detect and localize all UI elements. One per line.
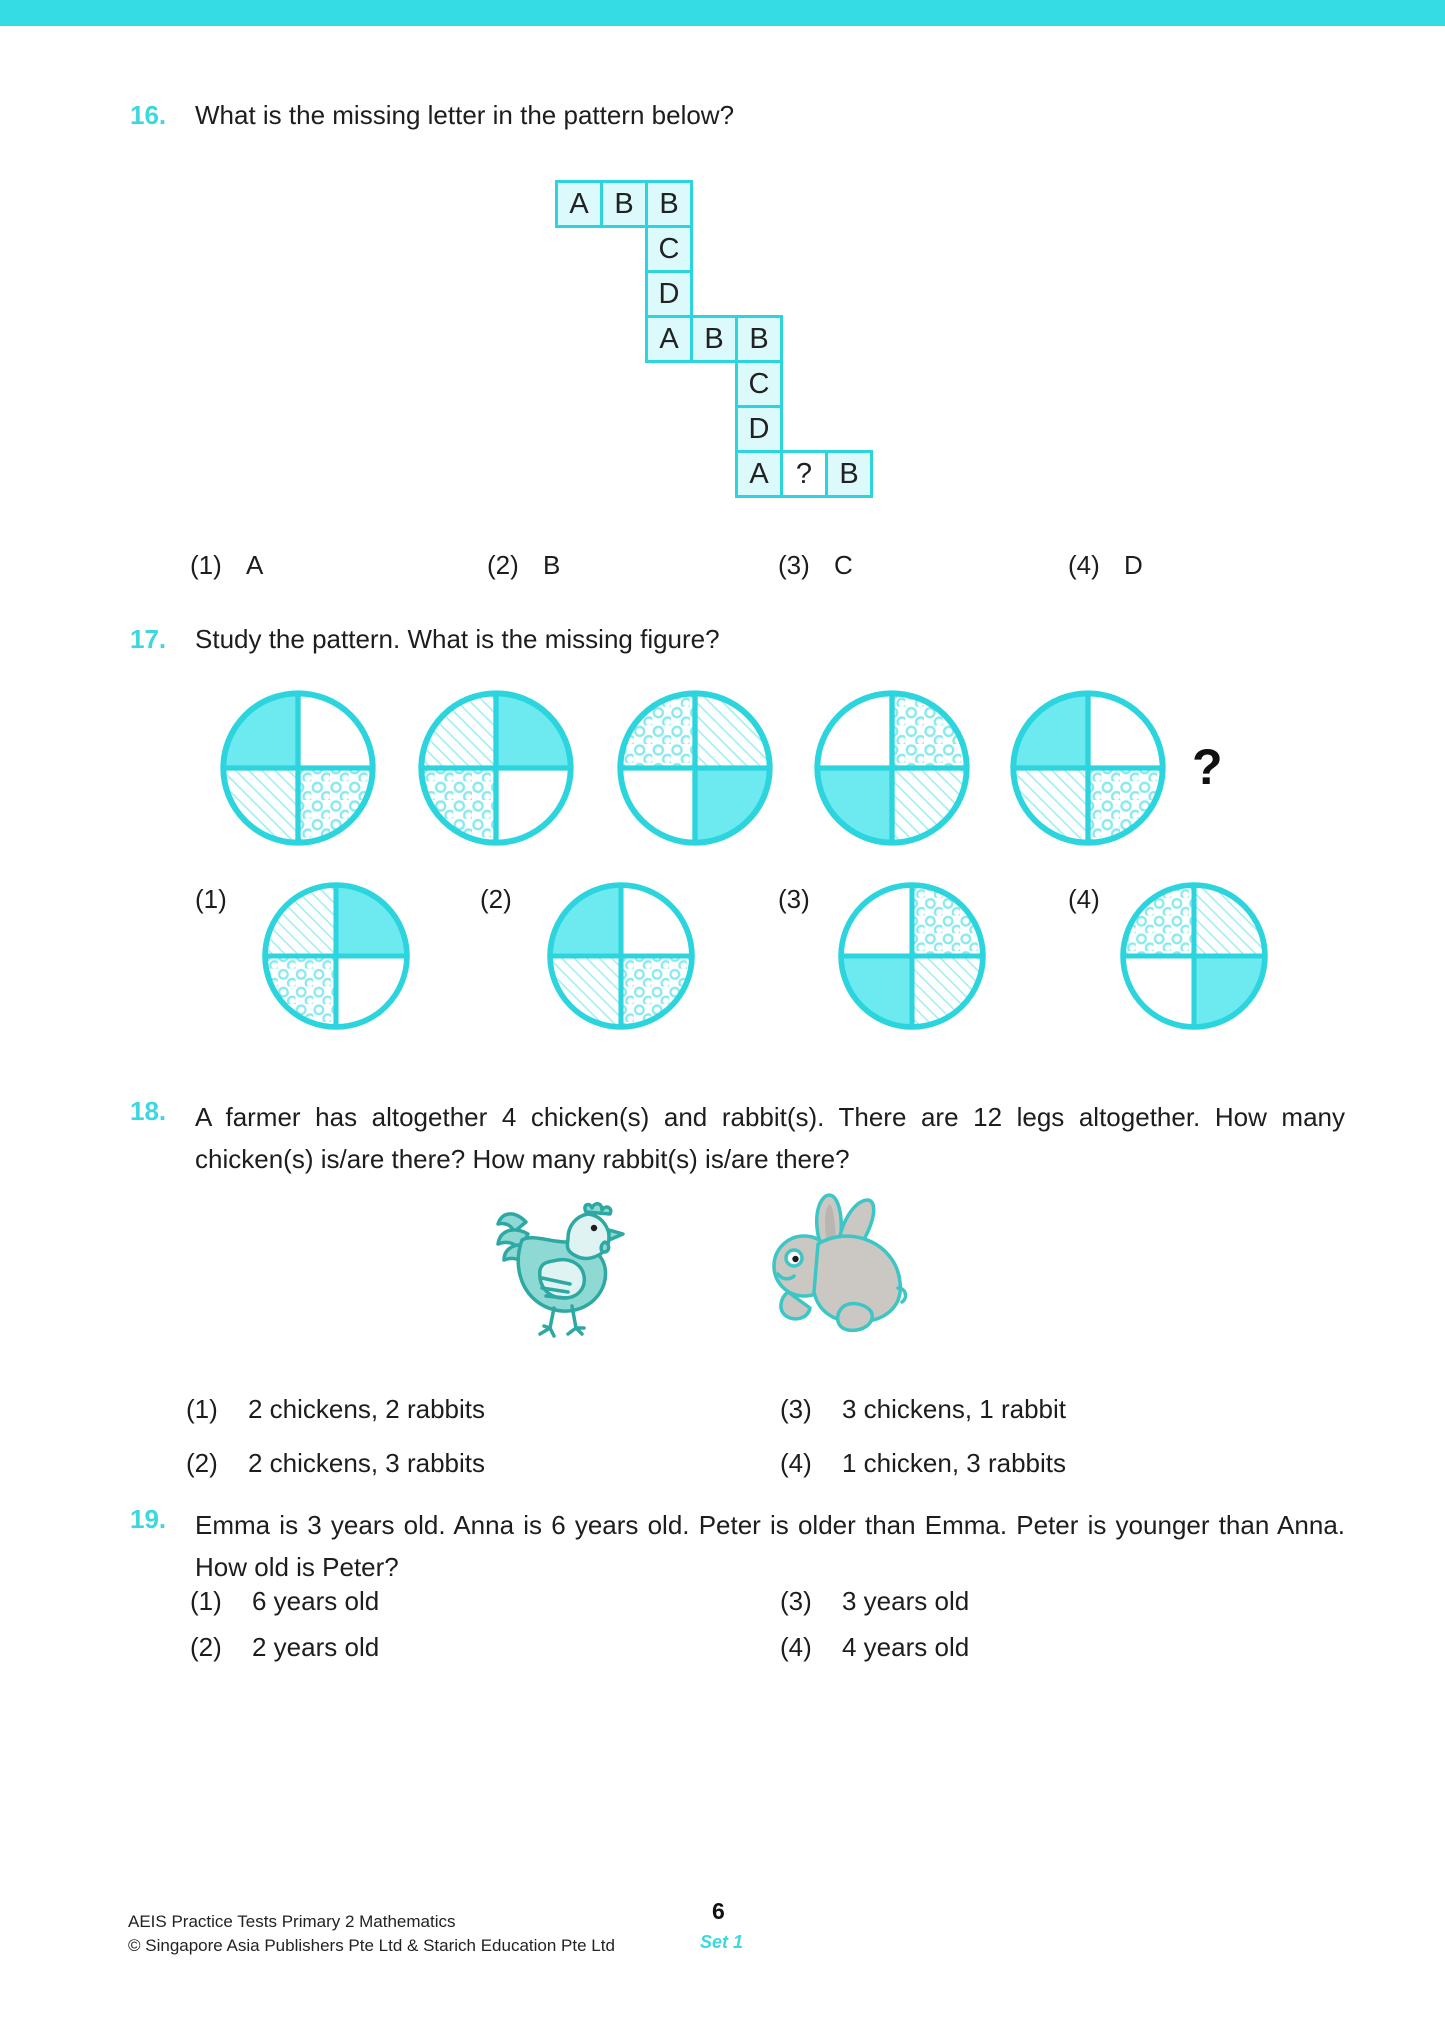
option-label: (2) bbox=[487, 550, 519, 580]
sequence-circle-5 bbox=[1008, 688, 1168, 848]
option-label: (4) bbox=[780, 1632, 812, 1662]
grid-cell: C bbox=[645, 225, 693, 273]
q17-option-circle-3 bbox=[836, 880, 988, 1032]
set-label: Set 1 bbox=[700, 1932, 744, 1952]
grid-cell: B bbox=[645, 180, 693, 228]
option-value: B bbox=[543, 550, 561, 580]
page-number: 6 bbox=[712, 1898, 725, 1924]
option-value: 6 years old bbox=[252, 1586, 380, 1616]
option-value: C bbox=[834, 550, 853, 580]
footer-copyright: © Singapore Asia Publishers Pte Ltd & Starich Education Pte Ltd bbox=[128, 1936, 615, 1955]
grid-cell: D bbox=[735, 405, 783, 453]
question-19-text: Emma is 3 years old. Anna is 6 years old. Peter is older than Emma. Peter is younger than Anna. How old is Peter? bbox=[195, 1510, 1345, 1582]
option-value: 1 chicken, 3 rabbits bbox=[842, 1448, 1067, 1478]
option-value: 2 years old bbox=[252, 1632, 380, 1662]
grid-cell: B bbox=[600, 180, 648, 228]
q16-option-4 bbox=[1068, 550, 1143, 581]
q18-option-3 bbox=[780, 1394, 1066, 1425]
grid-cell: B bbox=[825, 450, 873, 498]
question-19-number: 19. bbox=[130, 1504, 167, 1534]
q19-option-1 bbox=[190, 1586, 379, 1617]
q18-option-2 bbox=[186, 1448, 485, 1479]
q16-option-1 bbox=[190, 550, 263, 581]
q16-option-2 bbox=[487, 550, 560, 581]
q17-option-circle-4 bbox=[1118, 880, 1270, 1032]
sequence-circle-3 bbox=[615, 688, 775, 848]
sequence-circle-1 bbox=[218, 688, 378, 848]
q19-option-3 bbox=[780, 1586, 969, 1617]
option-value: D bbox=[1124, 550, 1143, 580]
grid-cell: A bbox=[645, 315, 693, 363]
q18-option-4 bbox=[780, 1448, 1066, 1479]
option-value: 3 chickens, 1 rabbit bbox=[842, 1394, 1067, 1424]
option-label: (1) bbox=[190, 1586, 222, 1616]
letter-pattern-grid bbox=[555, 180, 875, 500]
option-value: 4 years old bbox=[842, 1632, 970, 1662]
q19-option-4 bbox=[780, 1632, 969, 1663]
option-label: (4) bbox=[780, 1448, 812, 1478]
question-18-number: 18. bbox=[130, 1096, 167, 1126]
q17-option-circle-2 bbox=[545, 880, 697, 1032]
q19-option-2 bbox=[190, 1632, 379, 1663]
question-17-number: 17. bbox=[130, 624, 167, 654]
grid-cell: A bbox=[735, 450, 783, 498]
option-label: (2) bbox=[480, 884, 512, 914]
grid-cell: C bbox=[735, 360, 783, 408]
option-label: (4) bbox=[1068, 550, 1100, 580]
sequence-circle-4 bbox=[812, 688, 972, 848]
option-value: 3 years old bbox=[842, 1586, 970, 1616]
grid-cell-missing: ? bbox=[780, 450, 828, 498]
option-value: 2 chickens, 2 rabbits bbox=[248, 1394, 486, 1424]
rabbit-image bbox=[748, 1188, 916, 1356]
q18-option-1 bbox=[186, 1394, 485, 1425]
top-decoration-bar bbox=[0, 0, 1445, 26]
q17-option-circle-1 bbox=[260, 880, 412, 1032]
grid-cell: B bbox=[735, 315, 783, 363]
option-label: (2) bbox=[190, 1632, 222, 1662]
option-label: (1) bbox=[186, 1394, 218, 1424]
option-label: (1) bbox=[190, 550, 222, 580]
missing-figure-question-mark: ? bbox=[1192, 739, 1223, 795]
option-label: (3) bbox=[780, 1586, 812, 1616]
option-label: (3) bbox=[778, 884, 810, 914]
option-value: A bbox=[246, 550, 264, 580]
chicken-image bbox=[492, 1200, 632, 1355]
question-16-text: What is the missing letter in the pattern below? bbox=[195, 100, 735, 130]
option-label: (3) bbox=[780, 1394, 812, 1424]
grid-cell: B bbox=[690, 315, 738, 363]
question-18-text: A farmer has altogether 4 chicken(s) and rabbit(s). There are 12 legs altogether. How many chicken(s) is/are there? How many rabbit(s) is/are there? bbox=[195, 1102, 1345, 1174]
option-label: (1) bbox=[195, 884, 227, 914]
q16-option-3 bbox=[778, 550, 853, 581]
option-label: (3) bbox=[778, 550, 810, 580]
sequence-circle-2 bbox=[416, 688, 576, 848]
grid-cell: A bbox=[555, 180, 603, 228]
option-value: 2 chickens, 3 rabbits bbox=[248, 1448, 486, 1478]
option-label: (4) bbox=[1068, 884, 1100, 914]
question-17-text: Study the pattern. What is the missing figure? bbox=[195, 624, 720, 654]
grid-cell: D bbox=[645, 270, 693, 318]
footer-series: AEIS Practice Tests Primary 2 Mathematics bbox=[128, 1912, 456, 1931]
option-label: (2) bbox=[186, 1448, 218, 1478]
question-16-number: 16. bbox=[130, 100, 167, 130]
